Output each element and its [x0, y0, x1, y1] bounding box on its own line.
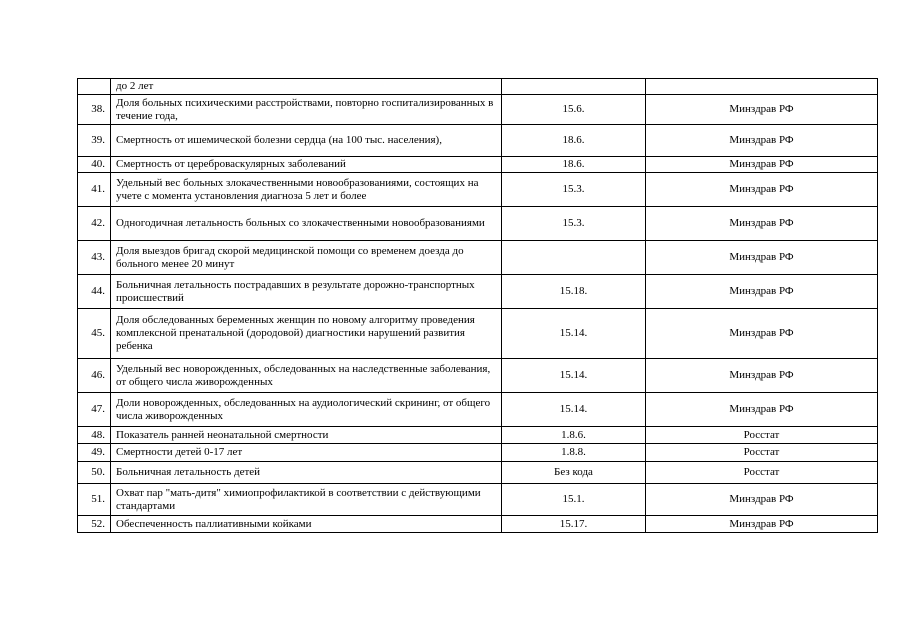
- indicator-name: Смертности детей 0-17 лет: [111, 444, 502, 462]
- indicator-code: 15.3.: [502, 173, 646, 207]
- row-number: 51.: [78, 484, 111, 516]
- table-row: [78, 309, 878, 359]
- indicator-name: Обеспеченность паллиативными койками: [111, 516, 502, 533]
- row-number: 48.: [78, 427, 111, 444]
- row-number: 39.: [78, 125, 111, 157]
- indicator-name: Больничная летальность детей: [111, 462, 502, 484]
- indicator-code: [502, 241, 646, 275]
- table-row: [78, 427, 878, 444]
- data-source: Минздрав РФ: [646, 173, 878, 207]
- indicator-code: 15.17.: [502, 516, 646, 533]
- indicator-code: 1.8.6.: [502, 427, 646, 444]
- data-source: Минздрав РФ: [646, 516, 878, 533]
- data-source: Минздрав РФ: [646, 484, 878, 516]
- indicator-code: 15.6.: [502, 95, 646, 125]
- row-number: 49.: [78, 444, 111, 462]
- row-number: 38.: [78, 95, 111, 125]
- row-number: 45.: [78, 309, 111, 359]
- table-row: [78, 444, 878, 462]
- indicator-code: [502, 79, 646, 95]
- indicator-name: Смертность от цереброваскулярных заболеваний: [111, 157, 502, 173]
- data-source: Минздрав РФ: [646, 241, 878, 275]
- table-row: [78, 462, 878, 484]
- indicator-name: Охват пар "мать-дитя" химиопрофилактикой в соответствии с действующими стандартами: [111, 484, 502, 516]
- indicator-name: Удельный вес новорожденных, обследованных на наследственные заболевания, от общего числа живорожденных: [111, 359, 502, 393]
- indicator-code: Без кода: [502, 462, 646, 484]
- indicator-name: Доля выездов бригад скорой медицинской помощи со временем доезда до больного менее 20 минут: [111, 241, 502, 275]
- row-number: 52.: [78, 516, 111, 533]
- row-number: 44.: [78, 275, 111, 309]
- table-row: [78, 125, 878, 157]
- indicator-name: Удельный вес больных злокачественными новообразованиями, состоящих на учете с момента установления диагноза 5 лет и более: [111, 173, 502, 207]
- row-number: 43.: [78, 241, 111, 275]
- indicator-name: Показатель ранней неонатальной смертности: [111, 427, 502, 444]
- indicator-name: до 2 лет: [111, 79, 502, 95]
- indicator-code: 15.1.: [502, 484, 646, 516]
- indicator-code: 15.3.: [502, 207, 646, 241]
- data-source: Минздрав РФ: [646, 393, 878, 427]
- indicator-code: 18.6.: [502, 157, 646, 173]
- data-source: Минздрав РФ: [646, 359, 878, 393]
- data-source: Минздрав РФ: [646, 95, 878, 125]
- indicator-name: Доля обследованных беременных женщин по новому алгоритму проведения комплексной пренатальной (дородовой) диагностики нарушений развития ребенка: [111, 309, 502, 359]
- indicator-name: Одногодичная летальность больных со злокачественными новообразованиями: [111, 207, 502, 241]
- table-row: [78, 207, 878, 241]
- indicator-name: Доли новорожденных, обследованных на аудиологический скрининг, от общего числа живорожденных: [111, 393, 502, 427]
- table-row: [78, 157, 878, 173]
- row-number: 50.: [78, 462, 111, 484]
- row-number: 47.: [78, 393, 111, 427]
- row-number: 40.: [78, 157, 111, 173]
- data-source: Минздрав РФ: [646, 309, 878, 359]
- table-row: [78, 173, 878, 207]
- table-row: [78, 359, 878, 393]
- indicator-name: Доля больных психическими расстройствами, повторно госпитализированных в течение года,: [111, 95, 502, 125]
- indicators-table: [77, 78, 878, 533]
- row-number: 42.: [78, 207, 111, 241]
- table-row: [78, 516, 878, 533]
- indicator-code: 18.6.: [502, 125, 646, 157]
- data-source: Минздрав РФ: [646, 207, 878, 241]
- indicator-code: 15.14.: [502, 393, 646, 427]
- row-number: [78, 79, 111, 95]
- data-source: [646, 79, 878, 95]
- data-source: Росстат: [646, 462, 878, 484]
- data-source: Минздрав РФ: [646, 275, 878, 309]
- indicator-name: Больничная летальность пострадавших в результате дорожно-транспортных происшествий: [111, 275, 502, 309]
- indicator-code: 1.8.8.: [502, 444, 646, 462]
- indicator-code: 15.18.: [502, 275, 646, 309]
- data-source: Росстат: [646, 444, 878, 462]
- table-row: [78, 393, 878, 427]
- table-row: [78, 275, 878, 309]
- data-source: Минздрав РФ: [646, 157, 878, 173]
- indicator-name: Смертность от ишемической болезни сердца (на 100 тыс. населения),: [111, 125, 502, 157]
- table-row: [78, 79, 878, 95]
- table-row: [78, 95, 878, 125]
- table-row: [78, 484, 878, 516]
- data-source: Росстат: [646, 427, 878, 444]
- indicator-code: 15.14.: [502, 309, 646, 359]
- indicator-code: 15.14.: [502, 359, 646, 393]
- table-row: [78, 241, 878, 275]
- data-source: Минздрав РФ: [646, 125, 878, 157]
- indicators-table-body: [78, 79, 878, 533]
- row-number: 41.: [78, 173, 111, 207]
- row-number: 46.: [78, 359, 111, 393]
